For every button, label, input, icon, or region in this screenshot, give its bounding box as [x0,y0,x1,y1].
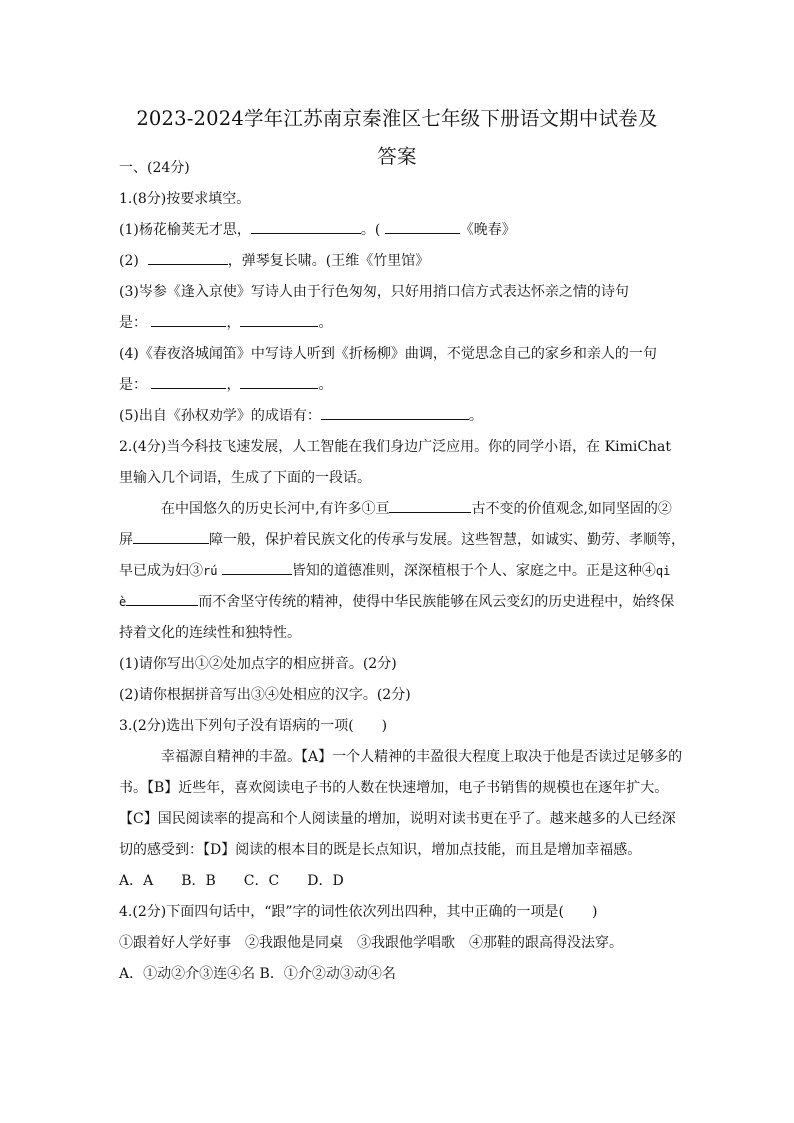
q2-passage-line-1: 在中国悠久的历史长河中,有许多①亘 古不变的价值观念,如同坚固的② [161,501,672,517]
q3-heading: 3.(2分)选出下列句子没有语病的一项( ) [119,718,388,734]
answer-blank[interactable] [240,375,318,389]
q2-passage-line-2: 屏 障一般，保护着民族文化的传承与发展。这些智慧，如诚实、勤劳、孝顺等， [119,532,685,548]
q3-passage-line-2: 书。【B】近些年，喜欢阅读电子书的人数在快速增加，电子书销售的规模也在逐年扩大。 [119,780,669,796]
answer-blank[interactable] [222,561,292,575]
answer-blank[interactable] [385,220,460,234]
answer-blank[interactable] [151,375,226,389]
q2-passage-line-3: 早已成为妇③rú 皆知的道德准则，深深植根于个人、家庭之中。正是这种④qi [119,563,671,579]
q3-passage-line-3: 【C】国民阅读率的提高和个人阅读量的增加，说明对读书更在乎了。越来越多的人已经深 [119,811,676,827]
answer-blank[interactable] [240,313,318,327]
q2-heading-line-2: 里输入几个词语，生成了下面的一段话。 [119,470,371,486]
title-line-2: 答案 [377,145,417,168]
q3-passage-line-1: 幸福源自精神的丰盈。【A】一个人精神的丰盈很大程度上取决于他是否读过足够多的 [161,749,683,765]
q1-heading: 1.(8分)按要求填空。 [119,191,251,207]
q1-item-2: (2) ，弹琴复长啸。(王维《竹里馆》 [119,253,430,269]
q3-passage-line-4: 切的感受到：【D】阅读的根本目的既是长点知识，增加点技能，而且是增加幸福感。 [119,842,642,858]
q2-passage-line-4: è 而不舍坚守传统的精神，使得中华民族能够在风云变幻的历史进程中，始终保 [119,594,675,610]
answer-blank[interactable] [389,499,471,513]
q4-heading: 4.(2分)下面四句话中，“跟”字的词性依次列出四种，其中正确的一项是( ) [119,904,598,920]
answer-blank[interactable] [148,251,228,265]
q2-heading-line-1: 2.(4分)当今科技飞速发展，人工智能在我们身边广泛应用。你的同学小语，在 KimiChat [119,439,672,455]
q2-sub-question-1: (1)请你写出①②处加点字的相应拼音。(2分) [119,656,397,672]
q1-item-5: (5)出自《孙权劝学》的成语有： 。 [119,408,483,424]
answer-blank[interactable] [151,313,226,327]
q4-sentences: ①跟着好人学好事 ②我跟他是同桌 ③我跟他学唱歌 ④那鞋的跟高得没法穿。 [119,935,623,951]
q1-item-3-line-2: 是： ， 。 [119,315,333,331]
answer-blank[interactable] [133,530,209,544]
q2-passage-line-5: 持着文化的连续性和独特性。 [119,625,301,641]
q1-item-3-line-1: (3)岑参《逢入京使》写诗人由于行色匆匆，只好用捎口信方式表达怀亲之情的诗句 [119,284,629,300]
title-line-1: 2023-2024学年江苏南京秦淮区七年级下册语文期中试卷及 [136,107,658,130]
q1-item-1: (1)杨花榆荚无才思， 。( 《晚春》 [119,222,516,238]
answer-blank[interactable] [251,220,361,234]
q3-options: A．A B．B C．C D．D [119,873,344,889]
q2-sub-question-2: (2)请你根据拼音写出③④处相应的汉字。(2分) [119,687,411,703]
answer-blank[interactable] [126,592,198,606]
q1-item-4-line-1: (4)《春夜洛城闻笛》中写诗人听到《折杨柳》曲调，不觉思念自己的家乡和亲人的一句 [119,346,657,362]
q1-item-4-line-2: 是： ， 。 [119,377,333,393]
section-heading: 一、(24分) [119,160,190,176]
q4-options: A．①动②介③连④名 B．①介②动③动④名 [119,966,396,982]
answer-blank[interactable] [321,406,469,420]
